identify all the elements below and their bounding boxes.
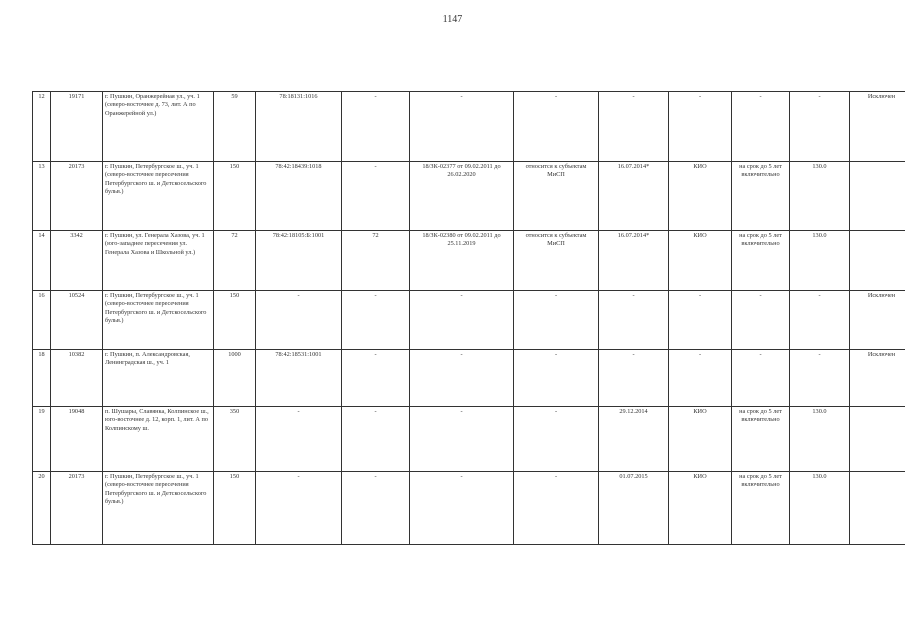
contract-cell: 18/ЗК-02377 от 09.02.2011 до 26.02.2020 (410, 162, 514, 231)
contract-cell: - (410, 350, 514, 407)
term-cell: на срок до 5 лет включительно (732, 162, 790, 231)
area-cell: 150 (214, 291, 256, 350)
table-row (33, 472, 905, 545)
term-cell: - (732, 350, 790, 407)
rate-cell: 130.0 (790, 472, 850, 545)
table-row (33, 231, 905, 291)
date-cell: - (599, 350, 669, 407)
area-2-cell: - (342, 92, 410, 162)
area-cell: 150 (214, 162, 256, 231)
status-cell (850, 472, 905, 545)
status-cell: Исключен (850, 92, 905, 162)
area-2-cell: - (342, 162, 410, 231)
address-cell: г. Пушкин, Петербургское ш., уч. 1 (северо-восточнее пересечения Петербургского ш. и Детскосельского бульв.) (103, 472, 214, 545)
cadastral-number-cell: - (256, 407, 342, 472)
term-cell: - (732, 291, 790, 350)
area-2-cell: - (342, 291, 410, 350)
object-id-cell: 20173 (51, 162, 103, 231)
term-cell: на срок до 5 лет включительно (732, 407, 790, 472)
area-2-cell: 72 (342, 231, 410, 291)
smsp-status-cell: - (514, 472, 599, 545)
status-cell (850, 407, 905, 472)
cadastral-number-cell: - (256, 472, 342, 545)
smsp-status-cell: - (514, 291, 599, 350)
cadastral-number-cell: 78:42:18531:1001 (256, 350, 342, 407)
address-cell: г. Пушкин, Оранжерейная ул., уч. 1 (северо-восточнее д. 73, лит. А по Оранжерейной ул.) (103, 92, 214, 162)
contract-cell: - (410, 472, 514, 545)
term-cell: на срок до 5 лет включительно (732, 472, 790, 545)
area-cell: 72 (214, 231, 256, 291)
area-cell: 350 (214, 407, 256, 472)
contract-cell: - (410, 291, 514, 350)
row-number-cell: 18 (33, 350, 51, 407)
area-2-cell: - (342, 472, 410, 545)
authority-cell: - (669, 291, 732, 350)
row-number-cell: 14 (33, 231, 51, 291)
row-number-cell: 16 (33, 291, 51, 350)
table-row (33, 407, 905, 472)
address-cell: г. Пушкин, Петербургское ш., уч. 1 (северо-восточнее пересечения Петербургского ш. и Детскосельского бульв.) (103, 291, 214, 350)
term-cell: на срок до 5 лет включительно (732, 231, 790, 291)
smsp-status-cell: - (514, 92, 599, 162)
address-cell: г. Пушкин, Петербургское ш., уч. 1 (северо-восточнее пересечения Петербургского ш. и Детскосельского бульв.) (103, 162, 214, 231)
row-number-cell: 19 (33, 407, 51, 472)
cadastral-number-cell: 78:42:18105:Б:1001 (256, 231, 342, 291)
row-number-cell: 13 (33, 162, 51, 231)
rate-cell: 130.0 (790, 231, 850, 291)
address-cell: п. Шушары, Славянка, Колпинское ш., юго-восточнее д. 12, корп. 1, лит. А по Колпинскому ш. (103, 407, 214, 472)
cadastral-number-cell: 78:18131:1016 (256, 92, 342, 162)
status-cell (850, 231, 905, 291)
authority-cell: КИО (669, 162, 732, 231)
registry-table (32, 91, 905, 545)
authority-cell: КИО (669, 407, 732, 472)
object-id-cell: 19048 (51, 407, 103, 472)
rate-cell: 130.0 (790, 162, 850, 231)
row-number-cell: 20 (33, 472, 51, 545)
row-number-cell: 12 (33, 92, 51, 162)
area-cell: 150 (214, 472, 256, 545)
page-number: 1147 (442, 14, 463, 25)
status-cell: Исключен (850, 350, 905, 407)
area-2-cell: - (342, 407, 410, 472)
date-cell: - (599, 92, 669, 162)
area-cell: 59 (214, 92, 256, 162)
object-id-cell: 19171 (51, 92, 103, 162)
status-cell: Исключен (850, 291, 905, 350)
smsp-status-cell: относится к субъектам МиСП (514, 231, 599, 291)
contract-cell: - (410, 92, 514, 162)
rate-cell: 130.0 (790, 407, 850, 472)
date-cell: - (599, 291, 669, 350)
table-row (33, 162, 905, 231)
address-cell: г. Пушкин, ул. Генерала Хазова, уч. 1 (юго-западнее пересечения ул. Генерала Хазова и Школьной ул.) (103, 231, 214, 291)
address-cell: г. Пушкин, п. Александровская, Ленинградская ш., уч. 1 (103, 350, 214, 407)
status-cell (850, 162, 905, 231)
table-body (33, 92, 905, 545)
term-cell: - (732, 92, 790, 162)
rate-cell: - (790, 350, 850, 407)
cadastral-number-cell: - (256, 291, 342, 350)
authority-cell: - (669, 350, 732, 407)
table-row (33, 92, 905, 162)
table-row (33, 291, 905, 350)
cadastral-number-cell: 78:42:18439:1018 (256, 162, 342, 231)
table-row (33, 350, 905, 407)
contract-cell: 18/ЗК-02380 от 09.02.2011 до 25.11.2019 (410, 231, 514, 291)
date-cell: 29.12.2014 (599, 407, 669, 472)
authority-cell: КИО (669, 231, 732, 291)
object-id-cell: 3342 (51, 231, 103, 291)
area-2-cell: - (342, 350, 410, 407)
date-cell: 16.07.2014* (599, 231, 669, 291)
smsp-status-cell: - (514, 350, 599, 407)
object-id-cell: 20173 (51, 472, 103, 545)
date-cell: 16.07.2014* (599, 162, 669, 231)
object-id-cell: 10382 (51, 350, 103, 407)
authority-cell: КИО (669, 472, 732, 545)
date-cell: 01.07.2015 (599, 472, 669, 545)
area-cell: 1000 (214, 350, 256, 407)
rate-cell: - (790, 291, 850, 350)
smsp-status-cell: относится к субъектам МиСП (514, 162, 599, 231)
contract-cell: - (410, 407, 514, 472)
object-id-cell: 10524 (51, 291, 103, 350)
smsp-status-cell: - (514, 407, 599, 472)
rate-cell: - (790, 92, 850, 162)
authority-cell: - (669, 92, 732, 162)
